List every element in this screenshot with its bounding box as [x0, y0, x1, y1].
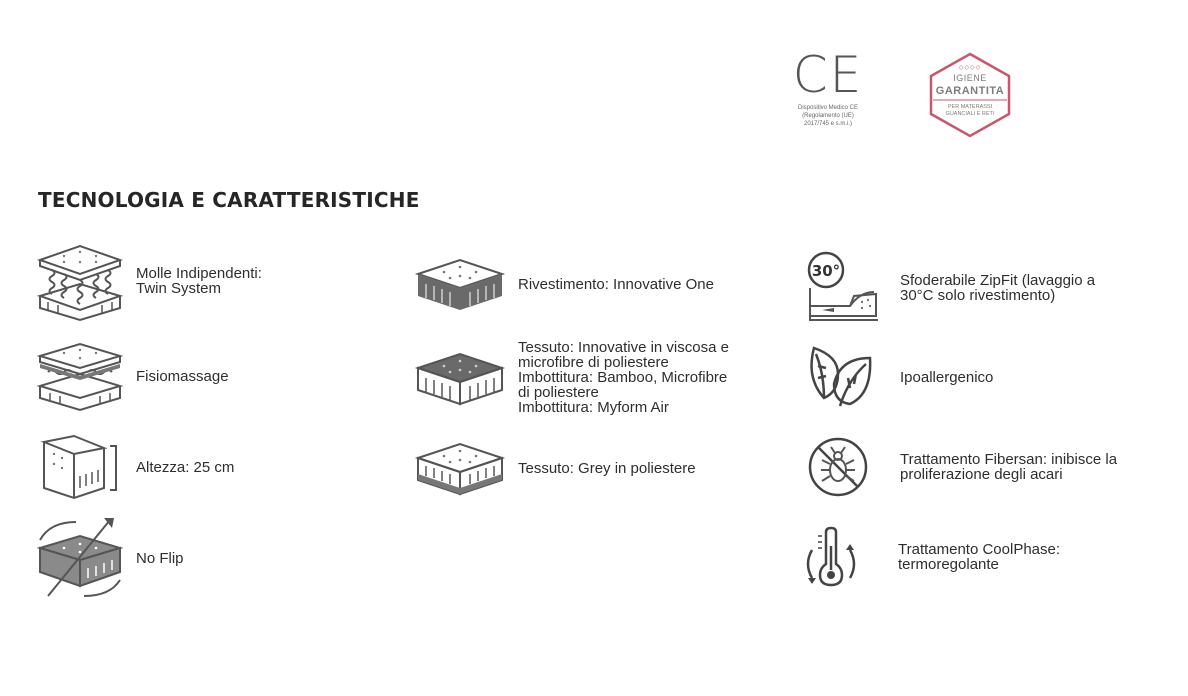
- no-mites-icon: [804, 434, 878, 500]
- ce-badge: [780, 48, 876, 128]
- hygiene-line2: GARANTITA: [935, 85, 1005, 97]
- feature-fisiomassage: [34, 340, 229, 412]
- hygiene-stars: ◇◇◇◇: [958, 65, 982, 71]
- ce-mark: CE: [792, 46, 864, 104]
- feature-trattamento-fibersan: [804, 434, 1117, 500]
- section-title: TECNOLOGIA E CARATTERISTICHE: [38, 188, 420, 212]
- temperature-badge: 30°: [811, 262, 841, 280]
- feature-sfoderabile-zipfit: [804, 250, 1095, 326]
- thermometer-icon: [804, 526, 856, 588]
- hygiene-guaranteed-badge: [925, 52, 1015, 138]
- feature-label: Altezza: 25 cm: [136, 458, 235, 476]
- washable-30-icon: [804, 250, 882, 326]
- feature-molle-indipendenti: [34, 240, 262, 322]
- mattress-cover-icon: [414, 254, 506, 314]
- hygiene-line3: PER MATERASSI GUANCIALI E RETI: [945, 104, 995, 117]
- feature-label: Sfoderabile ZipFit (lavaggio a 30°C solo rivestimento): [900, 272, 1096, 304]
- pocket-springs-mattress-icon: [34, 240, 126, 322]
- feature-label: Fisiomassage: [136, 367, 229, 385]
- feature-tessuto-grey: [414, 438, 696, 498]
- mattress-height-icon: [34, 432, 126, 502]
- feature-label: Ipoallergenico: [900, 368, 994, 386]
- feature-label: No Flip: [136, 549, 184, 567]
- feature-ipoallergenico: [804, 344, 993, 410]
- feature-label: Molle Indipendenti: Twin System: [136, 265, 262, 297]
- feature-label: Tessuto: Innovative in viscosa e microfibre di poliestere Imbottitura: Bamboo, Microfibre di poliestere Imbottitura: Myform Air: [518, 339, 729, 416]
- feature-label: Rivestimento: Innovative One: [518, 275, 714, 293]
- leaves-icon: [804, 344, 880, 410]
- feature-altezza: [34, 432, 234, 502]
- mattress-grey-fabric-icon: [414, 438, 506, 498]
- feature-label: Tessuto: Grey in poliestere: [518, 459, 696, 477]
- feature-rivestimento: [414, 254, 714, 314]
- feature-label: Trattamento CoolPhase: termoregolante: [898, 541, 1061, 573]
- mattress-fabric-icon: [414, 348, 506, 408]
- feature-tessuto: [414, 340, 729, 415]
- no-flip-icon: [34, 516, 126, 600]
- layered-mattress-icon: [34, 340, 126, 412]
- ce-caption: Dispositivo Medico CE (Regolamento (UE) 2017/745 e s.m.i.): [797, 105, 859, 127]
- feature-no-flip: [34, 516, 184, 600]
- hygiene-line1: IGIENE: [953, 73, 987, 83]
- feature-trattamento-coolphase: [804, 526, 1060, 588]
- certification-badges: [780, 48, 1040, 148]
- feature-label: Trattamento Fibersan: inibisce la proliferazione degli acari: [900, 451, 1118, 483]
